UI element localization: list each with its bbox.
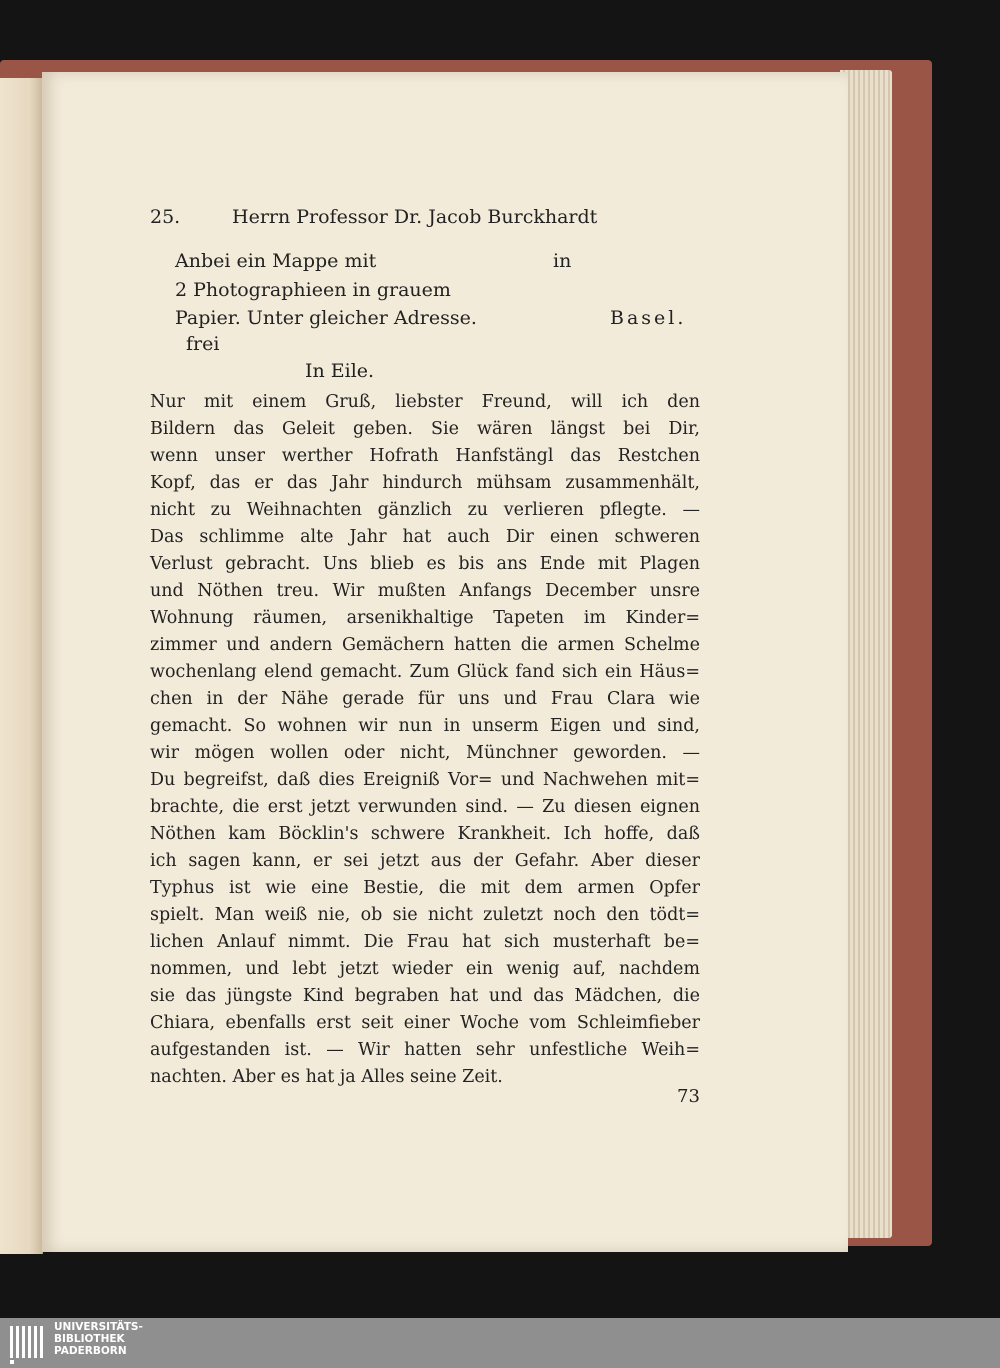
address-city: Basel.: [610, 307, 687, 329]
logo-line-2: BIBLIOTHEK: [54, 1333, 125, 1345]
body-line: brachte, die erst jetzt verwunden sind. — Zu diesen eignen: [150, 797, 700, 817]
body-line: spielt. Man weiß nie, ob sie nicht zuletzt noch den tödt=: [150, 905, 700, 925]
body-line: gemacht. So wohnen wir nun in unserm Eigen und sind,: [150, 716, 700, 736]
letter-number: 25.: [150, 206, 181, 228]
body-line: wir mögen wollen oder nicht, Münchner geworden. —: [150, 743, 700, 763]
address-line-3: Papier. Unter gleicher Adresse.: [175, 307, 477, 329]
body-line: Bildern das Geleit geben. Sie wären längst bei Dir,: [150, 419, 700, 439]
body-line: Typhus ist wie eine Bestie, die mit dem armen Opfer: [150, 878, 700, 898]
address-line-2: 2 Photographieen in grauem: [175, 279, 451, 301]
body-line: Kopf, das er das Jahr hindurch mühsam zusammenhält,: [150, 473, 700, 493]
logo-line-1: UNIVERSITÄTS-: [54, 1321, 143, 1333]
body-line: nicht zu Weihnachten gänzlich zu verlieren pflegte. —: [150, 500, 700, 520]
address-line-5: In Eile.: [305, 360, 375, 382]
library-logo-icon: [8, 1322, 50, 1364]
left-page-edge: [0, 78, 43, 1254]
body-line: und Nöthen treu. Wir mußten Anfangs December unsre: [150, 581, 700, 601]
body-line: Wohnung räumen, arsenikhaltige Tapeten im Kinder=: [150, 608, 700, 628]
address-in: in: [553, 250, 572, 272]
address-line-4: frei: [186, 333, 220, 355]
body-line: Nur mit einem Gruß, liebster Freund, will ich den: [150, 392, 700, 412]
body-line: lichen Anlauf nimmt. Die Frau hat sich musterhaft be=: [150, 932, 700, 952]
letter-recipient: Herrn Professor Dr. Jacob Burckhardt: [232, 206, 598, 228]
letter-body: [150, 389, 700, 1091]
body-line: Du begreifst, daß dies Ereigniß Vor= und Nachwehen mit=: [150, 770, 700, 790]
body-line: wochenlang elend gemacht. Zum Glück fand sich ein Häus=: [150, 662, 700, 682]
body-line: wenn unser werther Hofrath Hanfstängl das Restchen: [150, 446, 700, 466]
page-number: 73: [677, 1086, 700, 1107]
body-line: Chiara, ebenfalls erst seit einer Woche vom Schleimfieber: [150, 1013, 700, 1033]
body-line: nommen, und lebt jetzt wieder ein wenig auf, nachdem: [150, 959, 700, 979]
body-line: ich sagen kann, er sei jetzt aus der Gefahr. Aber dieser: [150, 851, 700, 871]
body-line: nachten. Aber es hat ja Alles seine Zeit.: [150, 1067, 503, 1087]
body-line: Nöthen kam Böcklin's schwere Krankheit. Ich hoffe, daß: [150, 824, 700, 844]
body-line: Verlust gebracht. Uns blieb es bis ans Ende mit Plagen: [150, 554, 700, 574]
body-line: Das schlimme alte Jahr hat auch Dir einen schweren: [150, 527, 700, 547]
body-line: aufgestanden ist. — Wir hatten sehr unfestliche Weih=: [150, 1040, 700, 1060]
body-line: chen in der Nähe gerade für uns und Frau Clara wie: [150, 689, 700, 709]
body-line: sie das jüngste Kind begraben hat und das Mädchen, die: [150, 986, 700, 1006]
library-logo-text: [54, 1321, 143, 1357]
address-line-1: Anbei ein Mappe mit: [175, 250, 377, 272]
library-footer: [0, 1318, 1000, 1368]
logo-line-3: PADERBORN: [54, 1345, 127, 1357]
body-line: zimmer und andern Gemächern hatten die armen Schelme: [150, 635, 700, 655]
